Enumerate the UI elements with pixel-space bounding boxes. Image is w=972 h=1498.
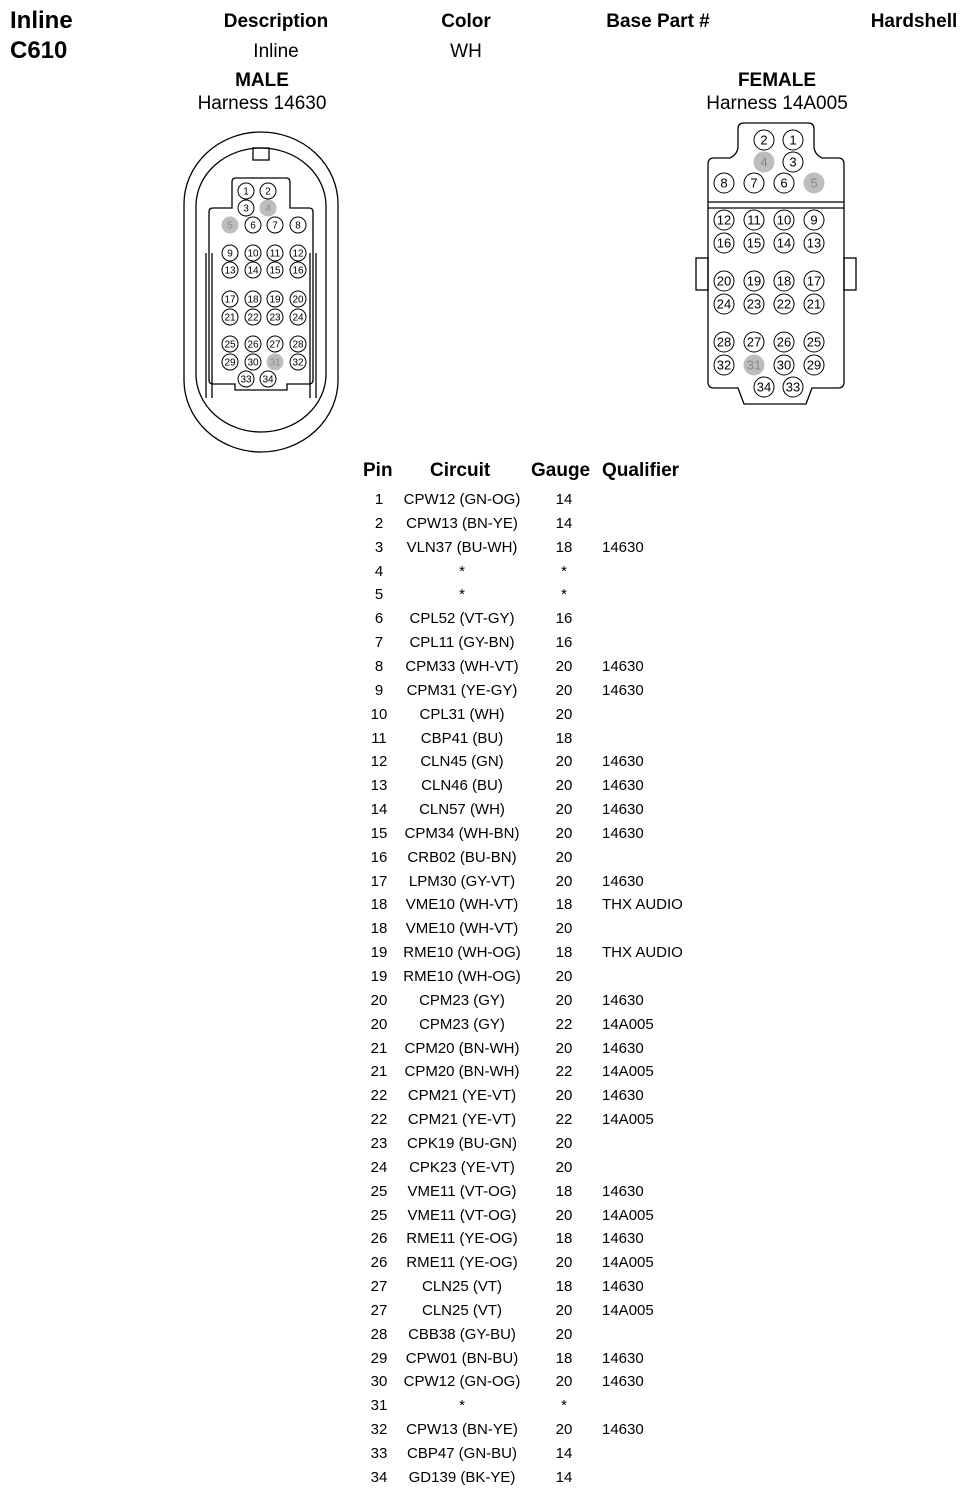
female-latch-right (844, 258, 856, 290)
table-row (356, 491, 756, 515)
female-pin-label: 17 (806, 273, 822, 289)
male-label (198, 69, 327, 115)
table-row (356, 706, 756, 730)
pin-cell: 22 (370, 1111, 388, 1129)
circuit-cell: CPL31 (WH) (419, 705, 505, 723)
gauge-cell: 20 (555, 1254, 573, 1272)
gauge-cell: 20 (555, 848, 573, 866)
female-pin-label: 22 (776, 296, 792, 312)
gauge-cell: 18 (555, 538, 573, 556)
circuit-cell: CBP41 (BU) (420, 729, 504, 747)
male-pin-label: 15 (269, 265, 281, 277)
circuit-cell: VME10 (WH-VT) (405, 896, 519, 914)
pin-column-header: Pin (363, 460, 393, 481)
pin-cell: 21 (370, 1063, 388, 1081)
circuit-cell: CPK19 (BU-GN) (406, 1134, 518, 1152)
table-row (356, 563, 756, 587)
qualifier-cell: 14630 (602, 1278, 644, 1296)
male-pin-label: 7 (272, 220, 278, 232)
male-pin-label: 21 (224, 312, 236, 324)
circuit-cell: CPM31 (YE-GY) (406, 681, 518, 699)
pin-cell: 21 (370, 1039, 388, 1057)
pin-cell: 22 (370, 1087, 388, 1105)
base-part-header: Base Part # (606, 11, 710, 32)
pin-cell: 17 (370, 872, 388, 890)
qualifier-cell: 14A005 (602, 1015, 654, 1033)
female-pin-label: 34 (756, 379, 772, 395)
circuit-cell: CBB38 (GY-BU) (408, 1325, 516, 1343)
gauge-cell: 20 (555, 824, 573, 842)
connector-name (10, 6, 73, 66)
female-latch-left (696, 258, 708, 290)
table-row (356, 658, 756, 682)
qualifier-cell: 14A005 (602, 1111, 654, 1129)
circuit-cell: CPL11 (GY-BN) (409, 634, 515, 652)
table-row (356, 944, 756, 968)
pin-cell: 1 (374, 491, 384, 508)
female-pin-label: 33 (785, 379, 801, 395)
table-row (356, 1350, 756, 1374)
circuit-column-header: Circuit (430, 460, 491, 481)
female-pin-label: 13 (806, 235, 822, 251)
qualifier-cell: 14630 (602, 753, 644, 771)
circuit-cell: VME11 (VT-OG) (407, 1206, 517, 1224)
gauge-cell: 20 (555, 920, 573, 938)
gauge-cell: 18 (555, 729, 573, 747)
gauge-cell: * (561, 562, 567, 580)
qualifier-cell: 14630 (602, 991, 644, 1009)
circuit-cell: CPM34 (WH-BN) (404, 824, 520, 842)
female-pin-label: 31 (746, 357, 762, 373)
gauge-cell: 22 (555, 1063, 573, 1081)
gauge-cell: * (561, 586, 567, 604)
male-pin-label: 14 (247, 265, 259, 277)
male-pin-label: 16 (292, 265, 304, 277)
female-pin-group (714, 130, 824, 397)
table-row (356, 1373, 756, 1397)
circuit-cell: * (459, 586, 465, 604)
pin-cell: 28 (370, 1325, 388, 1343)
male-pin-label: 18 (247, 294, 259, 306)
gauge-cell: 20 (555, 1039, 573, 1057)
pin-cell: 25 (370, 1206, 388, 1224)
female-pin-label: 21 (806, 296, 822, 312)
female-pin-label: 19 (746, 273, 762, 289)
table-row (356, 1016, 756, 1040)
pin-cell: 19 (370, 944, 388, 962)
male-pin-label: 20 (292, 294, 304, 306)
qualifier-cell: 14630 (602, 681, 644, 699)
female-connector-diagram (692, 120, 858, 410)
pin-cell: 16 (370, 848, 388, 866)
table-row (356, 753, 756, 777)
qualifier-cell: 14630 (602, 824, 644, 842)
gauge-cell: 20 (555, 777, 573, 795)
table-row (356, 968, 756, 992)
gauge-cell: 16 (555, 610, 573, 628)
male-pin-label: 5 (227, 220, 233, 232)
circuit-cell: RME10 (WH-OG) (403, 968, 521, 985)
pin-cell: 2 (374, 514, 384, 532)
circuit-cell: CPW12 (GN-OG) (403, 1373, 521, 1391)
circuit-cell: CLN25 (VT) (421, 1301, 503, 1319)
male-pin-group (222, 183, 306, 387)
male-pin-label: 31 (269, 357, 281, 369)
table-row (356, 730, 756, 754)
male-pin-label: 33 (240, 374, 252, 386)
pin-cell: 25 (370, 1182, 388, 1200)
male-pin-label: 4 (265, 203, 271, 215)
female-pin-label: 26 (776, 334, 792, 350)
male-pin-label: 34 (262, 374, 274, 386)
female-pin-label: 24 (716, 296, 732, 312)
gauge-cell: 18 (555, 944, 573, 962)
table-row (356, 1207, 756, 1231)
table-row (356, 801, 756, 825)
female-pin-label: 2 (760, 132, 768, 148)
circuit-cell: GD139 (BK-YE) (408, 1468, 516, 1486)
table-row (356, 1278, 756, 1302)
female-pin-label: 11 (747, 212, 761, 228)
female-harness: Harness 14A005 (706, 93, 848, 114)
table-row (356, 1469, 756, 1493)
qualifier-cell: 14A005 (602, 1063, 654, 1081)
pin-cell: 6 (374, 610, 384, 628)
qualifier-cell: 14630 (602, 872, 644, 890)
gauge-cell: 22 (555, 1015, 573, 1033)
pin-cell: 3 (374, 538, 384, 556)
male-pin-label: 26 (247, 339, 259, 351)
male-pin-label: 6 (250, 220, 256, 232)
table-row (356, 586, 756, 610)
circuit-cell: RME11 (YE-OG) (406, 1254, 518, 1272)
male-pin-label: 8 (295, 220, 301, 232)
pin-cell: 23 (370, 1134, 388, 1152)
table-row (356, 1183, 756, 1207)
gauge-cell: 20 (555, 1087, 573, 1105)
circuit-cell: CLN25 (VT) (421, 1278, 503, 1296)
gauge-cell: 18 (555, 1278, 573, 1296)
male-pin-label: 3 (243, 203, 249, 215)
table-row (356, 610, 756, 634)
table-row (356, 992, 756, 1016)
gauge-cell: 20 (555, 1325, 573, 1343)
pin-cell: 26 (370, 1254, 388, 1272)
female-label (706, 69, 848, 115)
female-pin-label: 6 (780, 175, 788, 191)
male-pin-label: 13 (224, 265, 236, 277)
table-row (356, 515, 756, 539)
qualifier-cell: 14630 (602, 1373, 644, 1391)
table-row (356, 539, 756, 563)
gauge-cell: 16 (555, 634, 573, 652)
male-connector-diagram (176, 128, 348, 458)
pin-cell: 27 (370, 1278, 388, 1296)
pin-cell: 10 (370, 705, 388, 723)
gauge-cell: 14 (555, 1445, 573, 1462)
table-row (356, 682, 756, 706)
circuit-cell: CLN45 (GN) (420, 753, 504, 771)
table-row (356, 634, 756, 658)
pin-cell: 18 (370, 920, 388, 938)
male-pin-label: 17 (224, 294, 236, 306)
female-pin-label: 27 (746, 334, 762, 350)
pin-cell: 15 (370, 824, 388, 842)
qualifier-cell: 14630 (602, 1087, 644, 1105)
gauge-cell: 18 (555, 1349, 573, 1367)
gauge-cell: 20 (555, 657, 573, 675)
qualifier-cell: 14630 (602, 1182, 644, 1200)
circuit-cell: * (459, 1397, 465, 1415)
table-row (356, 1397, 756, 1421)
pin-cell: 20 (370, 1015, 388, 1033)
table-row (356, 1326, 756, 1350)
female-pin-label: 32 (716, 357, 732, 373)
gauge-cell: 20 (555, 968, 573, 985)
circuit-cell: CPW12 (GN-OG) (403, 491, 521, 508)
table-row (356, 1111, 756, 1135)
qualifier-cell: 14A005 (602, 1206, 654, 1224)
gauge-cell: 20 (555, 801, 573, 819)
gauge-cell: * (561, 1397, 567, 1415)
female-pin-label: 14 (776, 235, 792, 251)
description-header: Description (223, 11, 329, 32)
gauge-cell: 20 (555, 1158, 573, 1176)
hardshell-header: Hardshell (870, 11, 958, 32)
pin-cell: 32 (370, 1421, 388, 1439)
female-pin-label: 23 (746, 296, 762, 312)
female-pin-label: 15 (746, 235, 762, 251)
pin-cell: 8 (374, 657, 384, 675)
male-pin-label: 25 (224, 339, 236, 351)
gauge-cell: 14 (555, 514, 573, 532)
gauge-column-header: Gauge (531, 460, 591, 481)
female-pin-label: 10 (776, 212, 792, 228)
circuit-cell: CPM21 (YE-VT) (407, 1111, 517, 1129)
title-line-2: C610 (10, 37, 68, 64)
pin-cell: 9 (374, 681, 384, 699)
gauge-cell: 20 (555, 1206, 573, 1224)
pin-cell: 30 (370, 1373, 388, 1391)
female-pin-label: 20 (716, 273, 732, 289)
table-row (356, 849, 756, 873)
qualifier-cell: 14630 (602, 801, 644, 819)
male-pin-label: 24 (292, 312, 304, 324)
table-row (356, 1087, 756, 1111)
title-line-1: Inline (10, 7, 73, 34)
circuit-cell: CPM20 (BN-WH) (404, 1063, 520, 1081)
circuit-cell: CPL52 (VT-GY) (409, 610, 515, 628)
circuit-cell: CPM23 (GY) (419, 991, 505, 1009)
table-row (356, 1445, 756, 1469)
qualifier-cell: 14630 (602, 1349, 644, 1367)
female-pin-label: 4 (760, 154, 768, 170)
female-pin-label: 30 (776, 357, 792, 373)
gauge-cell: 14 (555, 1468, 573, 1486)
female-pin-label: 29 (806, 357, 822, 373)
table-row (356, 777, 756, 801)
gauge-cell: 18 (555, 1182, 573, 1200)
male-pin-label: 10 (247, 248, 259, 260)
table-row (356, 896, 756, 920)
circuit-cell: LPM30 (GY-VT) (408, 872, 516, 890)
table-row (356, 873, 756, 897)
circuit-cell: CPM20 (BN-WH) (404, 1039, 520, 1057)
circuit-cell: VME11 (VT-OG) (407, 1182, 517, 1200)
gauge-cell: 20 (555, 1301, 573, 1319)
male-pin-label: 1 (243, 186, 249, 198)
table-row (356, 1421, 756, 1445)
circuit-cell: CBP47 (GN-BU) (406, 1445, 518, 1462)
pin-cell: 13 (370, 777, 388, 795)
table-row (356, 1159, 756, 1183)
female-pin-label: 28 (716, 334, 732, 350)
qualifier-cell: 14630 (602, 657, 644, 675)
gauge-cell: 20 (555, 753, 573, 771)
table-row (356, 1254, 756, 1278)
male-latch (253, 148, 269, 160)
male-pin-label: 32 (292, 357, 304, 369)
description-value: Inline (253, 41, 299, 62)
circuit-cell: RME10 (WH-OG) (403, 944, 521, 962)
female-pin-label: 3 (789, 154, 797, 170)
pin-cell: 29 (370, 1349, 388, 1367)
male-harness: Harness 14630 (197, 93, 327, 114)
male-pin-label: 9 (227, 248, 233, 260)
table-row (356, 1230, 756, 1254)
gauge-cell: 18 (555, 1230, 573, 1248)
male-pin-label: 30 (247, 357, 259, 369)
qualifier-column-header: Qualifier (602, 460, 680, 481)
male-title: MALE (235, 70, 289, 91)
female-pin-label: 9 (810, 212, 818, 228)
gauge-cell: 14 (555, 491, 573, 508)
qualifier-cell: 14A005 (602, 1301, 654, 1319)
circuit-cell: VME10 (WH-VT) (405, 920, 519, 938)
circuit-cell: CLN46 (BU) (421, 777, 503, 795)
pin-cell: 12 (370, 753, 388, 771)
table-row (356, 1040, 756, 1064)
pin-cell: 26 (370, 1230, 388, 1248)
gauge-cell: 18 (555, 896, 573, 914)
circuit-cell: * (459, 562, 465, 580)
pin-cell: 18 (370, 896, 388, 914)
female-pin-label: 25 (806, 334, 822, 350)
pin-cell: 7 (374, 634, 384, 652)
table-row (356, 920, 756, 944)
gauge-cell: 20 (555, 872, 573, 890)
gauge-cell: 22 (555, 1111, 573, 1129)
female-pin-label: 5 (810, 175, 818, 191)
qualifier-cell: 14630 (602, 1230, 644, 1248)
female-pin-label: 18 (776, 273, 792, 289)
male-pin-label: 2 (265, 186, 271, 198)
female-pin-label: 7 (750, 175, 758, 191)
table-row (356, 1135, 756, 1159)
circuit-cell: CPM23 (GY) (419, 1015, 505, 1033)
male-pin-label: 12 (292, 248, 304, 260)
gauge-cell: 20 (555, 705, 573, 723)
female-pin-label: 16 (716, 235, 732, 251)
table-row (356, 1063, 756, 1087)
table-row (356, 1302, 756, 1326)
gauge-cell: 20 (555, 991, 573, 1009)
qualifier-cell: THX AUDIO (602, 896, 683, 914)
gauge-cell: 20 (555, 1421, 573, 1439)
male-pin-label: 19 (269, 294, 281, 306)
pin-cell: 19 (370, 968, 388, 985)
circuit-cell: CPK23 (YE-VT) (409, 1158, 515, 1176)
pin-cell: 31 (370, 1397, 388, 1415)
circuit-cell: CRB02 (BU-BN) (407, 848, 517, 866)
male-pin-label: 22 (247, 312, 259, 324)
male-shell-outer (184, 132, 338, 452)
female-pin-label: 1 (789, 132, 797, 148)
gauge-cell: 20 (555, 681, 573, 699)
male-pin-label: 11 (269, 248, 281, 260)
qualifier-cell: 14630 (602, 1039, 644, 1057)
male-pin-label: 27 (269, 339, 281, 351)
female-pin-label: 12 (716, 212, 732, 228)
circuit-cell: CPM21 (YE-VT) (407, 1087, 517, 1105)
qualifier-cell: 14630 (602, 538, 644, 556)
pin-cell: 24 (370, 1158, 388, 1176)
circuit-cell: CPW01 (BN-BU) (405, 1349, 519, 1367)
pin-cell: 20 (370, 991, 388, 1009)
qualifier-cell: 14630 (602, 1421, 644, 1439)
female-title: FEMALE (737, 70, 817, 91)
pin-cell: 11 (371, 729, 387, 747)
circuit-cell: CPW13 (BN-YE) (406, 1421, 518, 1439)
pin-cell: 33 (370, 1445, 388, 1462)
pin-cell: 34 (370, 1468, 388, 1486)
circuit-cell: VLN37 (BU-WH) (406, 538, 518, 556)
pin-cell: 4 (374, 562, 384, 580)
circuit-cell: CPW13 (BN-YE) (406, 514, 518, 532)
gauge-cell: 20 (555, 1134, 573, 1152)
circuit-cell: RME11 (YE-OG) (406, 1230, 518, 1248)
color-value: WH (450, 41, 482, 62)
male-pin-label: 23 (269, 312, 281, 324)
male-pin-label: 29 (224, 357, 236, 369)
pin-cell: 5 (374, 586, 384, 604)
pin-cell: 27 (370, 1301, 388, 1319)
qualifier-cell: 14A005 (602, 1254, 654, 1272)
gauge-cell: 20 (555, 1373, 573, 1391)
qualifier-cell: 14630 (602, 777, 644, 795)
circuit-cell: CLN57 (WH) (419, 801, 505, 819)
qualifier-cell: THX AUDIO (602, 944, 683, 962)
pin-cell: 14 (370, 801, 388, 819)
circuit-cell: CPM33 (WH-VT) (405, 657, 519, 675)
female-pin-label: 8 (720, 175, 728, 191)
male-pin-label: 28 (292, 339, 304, 351)
color-header: Color (441, 11, 491, 32)
table-row (356, 825, 756, 849)
